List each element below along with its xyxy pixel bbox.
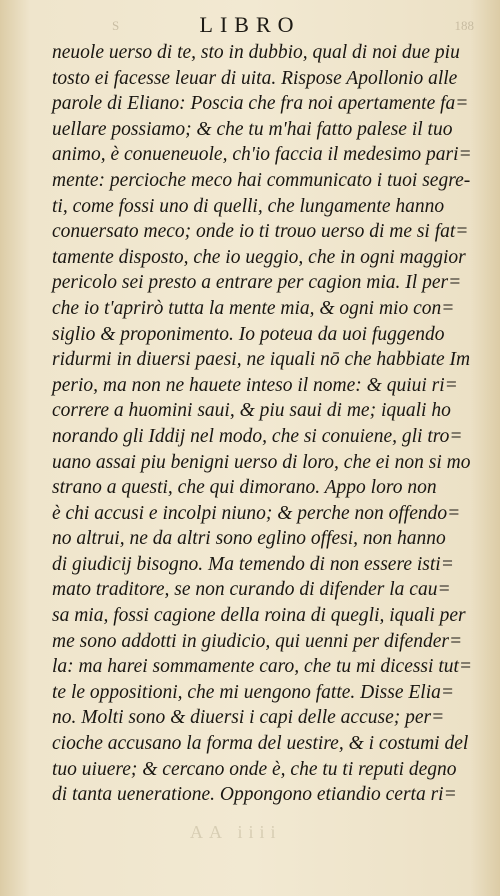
- text-line: uano assai piu benigni uerso di loro, che ei non si mo: [52, 451, 471, 473]
- body-text: [52, 40, 484, 808]
- signature-mark: AA iiii: [190, 822, 282, 842]
- text-line: tamente disposto, che io ueggio, che in ogni maggior: [52, 246, 466, 268]
- text-line: me sono addotti in giudicio, qui uenni per difender=: [52, 630, 463, 652]
- text-line: è chi accusi e incolpi niuno; & perche non offendo=: [52, 502, 461, 524]
- page-header: [0, 12, 500, 38]
- bleed-through-page-number: 188: [454, 18, 474, 33]
- text-line: ridurmi in diuersi paesi, ne iquali nō che habbiate Im: [52, 349, 471, 371]
- text-line: siglio & proponimento. Io poteua da uoi fuggendo: [52, 323, 445, 345]
- text-line: di tanta ueneratione. Oppongono etiandio certa ri=: [52, 784, 457, 806]
- text-line: pericolo sei presto a entrare per cagion mia. Il per=: [52, 272, 462, 294]
- bleed-through-text-left: S: [112, 18, 120, 33]
- text-line: strano a questi, che qui dimorano. Appo loro non: [52, 477, 437, 499]
- running-head: LIBRO: [199, 12, 301, 37]
- text-line: norando gli Iddij nel modo, che si conuiene, gli tro=: [52, 425, 463, 447]
- text-line: ti, come fossi uno di quelli, che lungamente hanno: [52, 195, 445, 217]
- text-line: sa mia, fossi cagione della roina di quegli, iquali per: [52, 605, 466, 627]
- text-line: la: ma harei sommamente caro, che tu mi dicessi tut=: [52, 656, 473, 678]
- text-line: uellare possiamo; & che tu m'hai fatto palese il tuo: [52, 118, 453, 140]
- text-line: no altrui, ne da altri sono eglino offesi, non hanno: [52, 528, 446, 550]
- text-line: perio, ma non ne hauete inteso il nome: & quiui ri=: [52, 374, 458, 396]
- text-line: animo, è conueneuole, ch'io faccia il medesimo pari=: [52, 144, 472, 166]
- text-line: parole di Eliano: Poscia che fra noi apertamente fa=: [52, 93, 469, 115]
- text-line: te le oppositioni, che mi uengono fatte. Disse Elia=: [52, 681, 455, 703]
- text-line: mato traditore, se non curando di difender la cau=: [52, 579, 451, 601]
- text-line: tosto ei facesse leuar di uita. Rispose Apollonio alle: [52, 67, 458, 89]
- text-line: tuo uiuere; & cercano onde è, che tu ti reputi degno: [52, 758, 457, 780]
- text-line: mente: percioche meco hai communicato i tuoi segre-: [52, 169, 471, 191]
- text-line: neuole uerso di te, sto in dubbio, qual di noi due piu: [52, 42, 460, 63]
- text-line: che io t'aprirò tutta la mente mia, & ogni mio con=: [52, 297, 455, 319]
- text-line: di giudicij bisogno. Ma temendo di non essere isti=: [52, 553, 454, 575]
- text-line: correre a huomini saui, & piu saui di me; iquali ho: [52, 400, 451, 422]
- text-line: no. Molti sono & diuersi i capi delle accuse; per=: [52, 707, 445, 729]
- text-line: cioche accusano la forma del uestire, & i costumi del: [52, 733, 469, 755]
- text-line: conuersato meco; onde io ti trouo uerso di me si fat=: [52, 221, 469, 243]
